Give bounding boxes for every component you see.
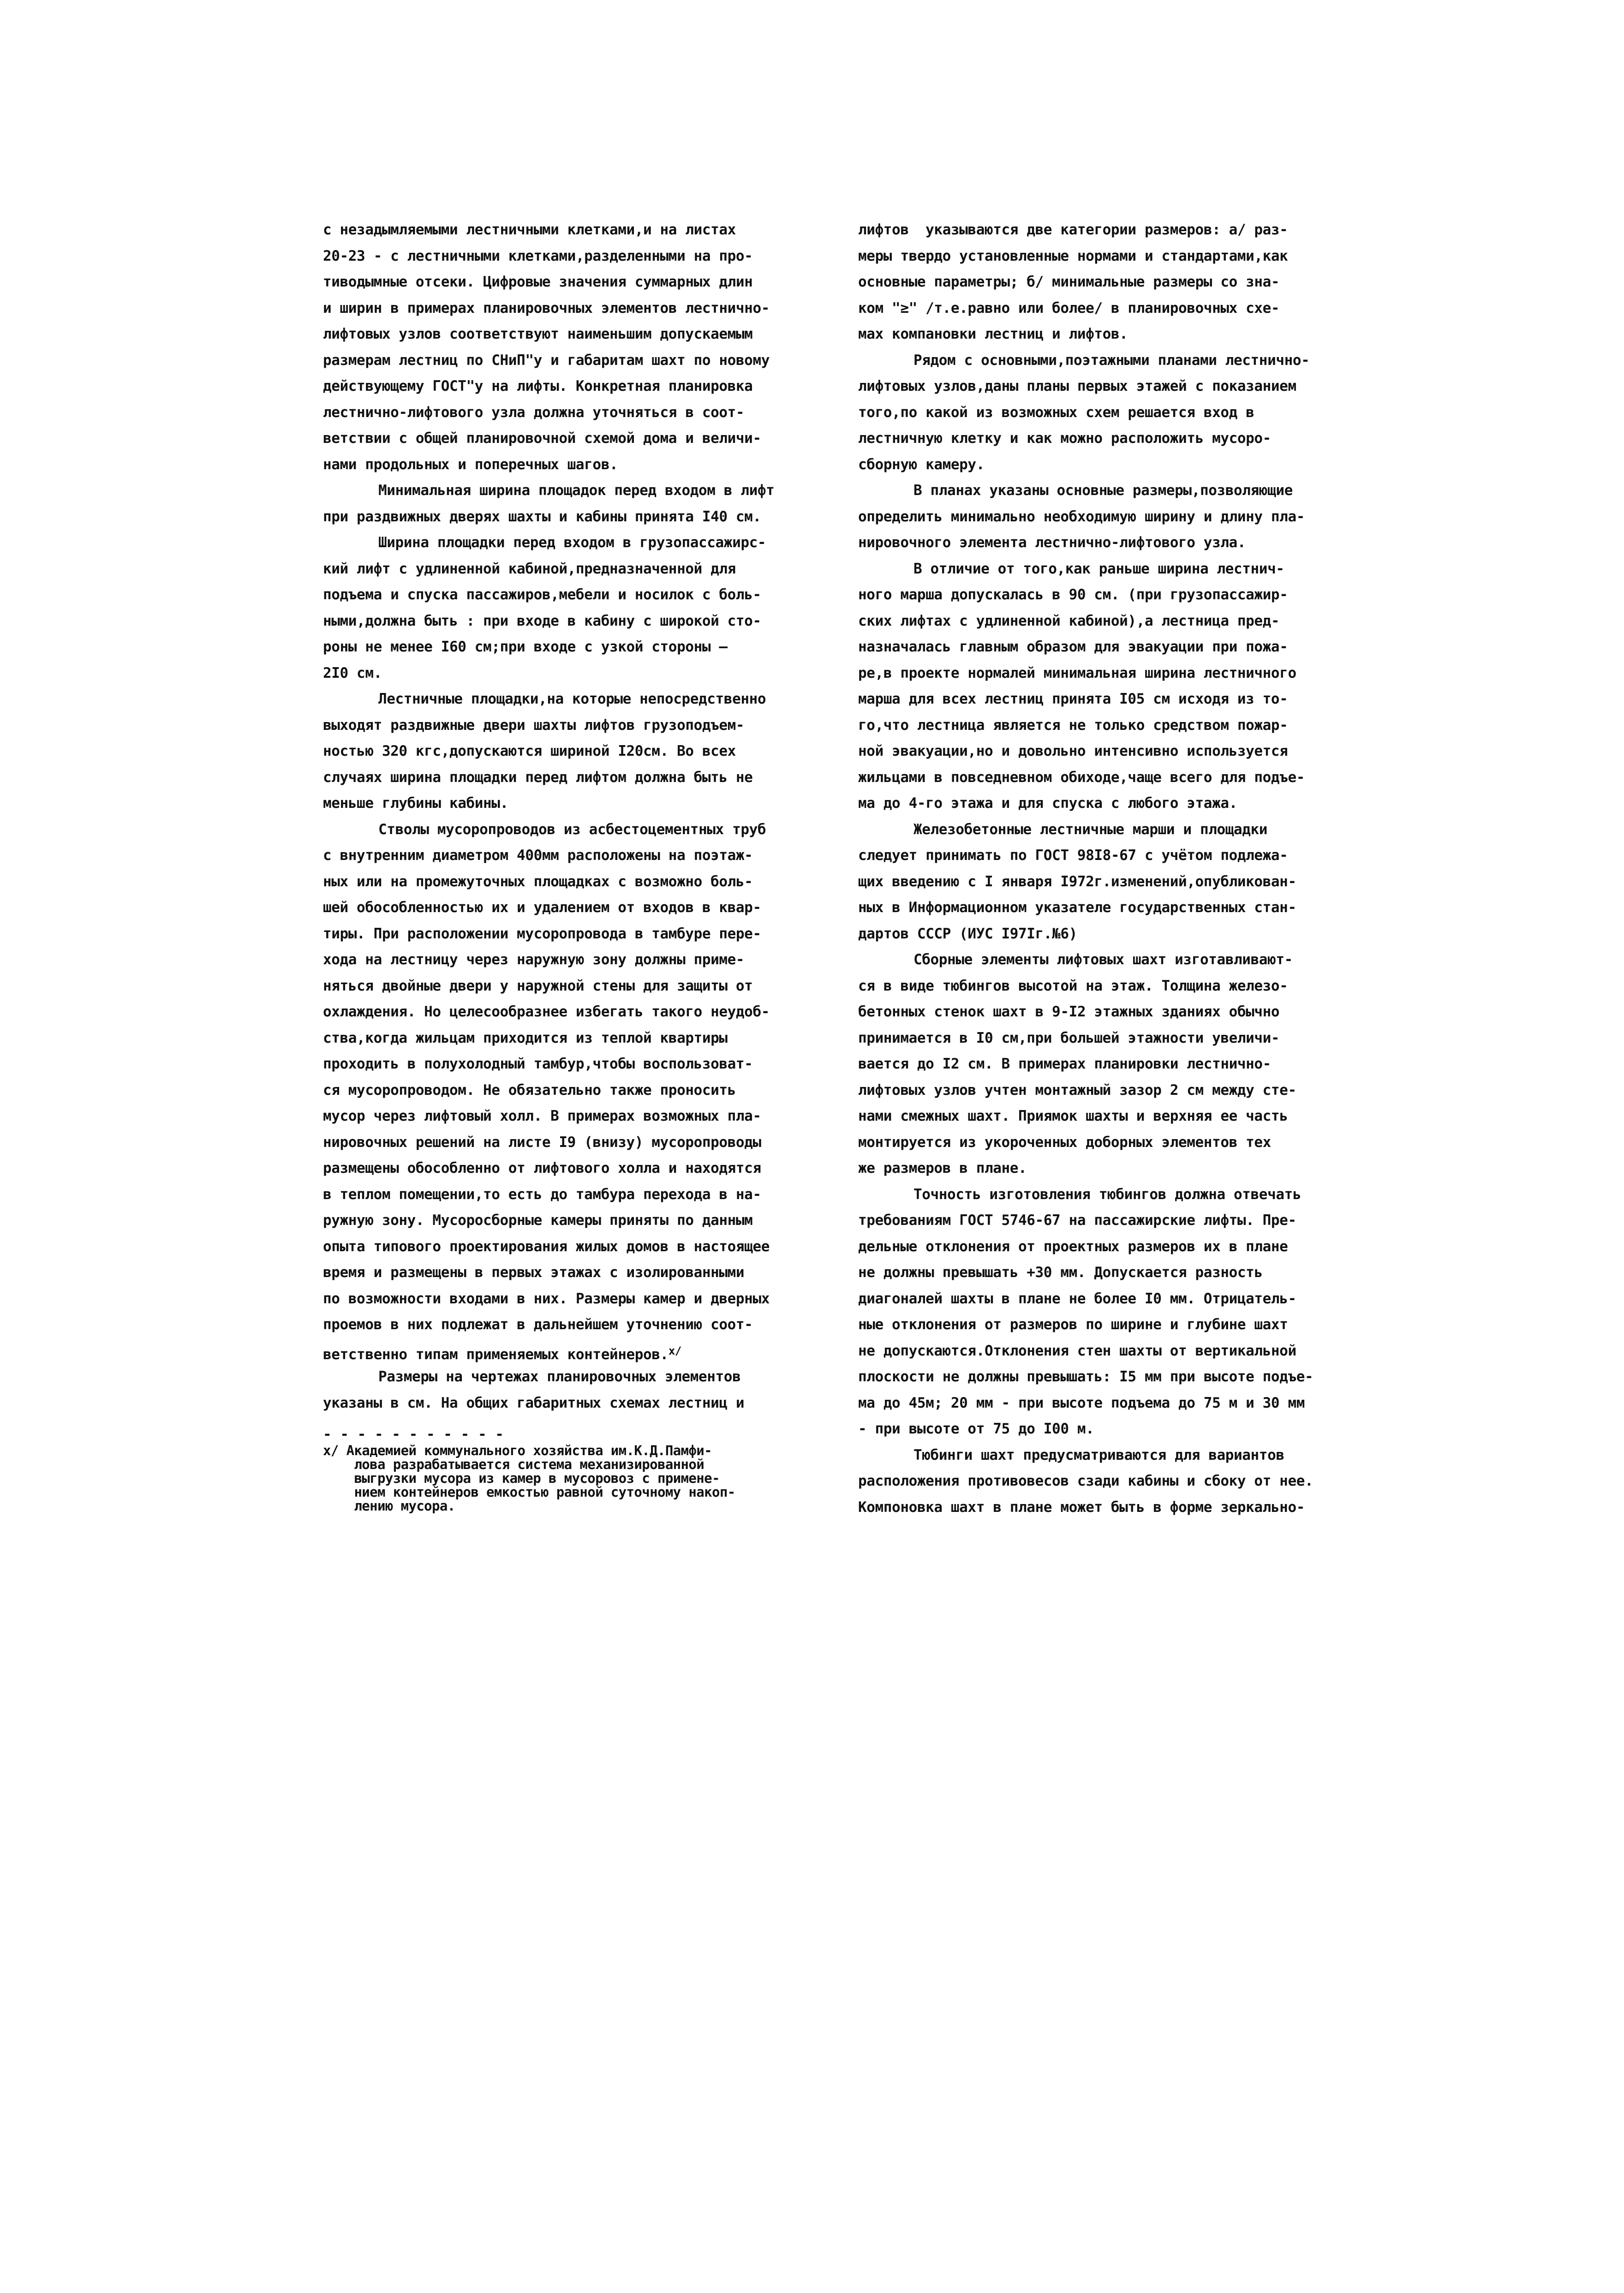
text-line: ма до 4-го этажа и для спуска с любого этажа. xyxy=(858,795,1237,812)
text-line: вается до I2 см. В примерах планировки лестнично- xyxy=(858,1056,1271,1072)
text-line: Точность изготовления тюбингов должна отвечать xyxy=(914,1186,1302,1203)
footnote-line: лова разрабатывается система механизированной xyxy=(323,1457,705,1472)
text-line: марша для всех лестниц принята I05 см исходя из то- xyxy=(858,691,1288,707)
text-line: проемов в них подлежат в дальнейшем уточнению соот- xyxy=(323,1316,753,1333)
text-line: жильцами в повседневном обиходе,чаще всего для подъе- xyxy=(858,769,1305,786)
footnote-line: выгрузки мусора из камер в мусоровоз с примене- xyxy=(323,1470,720,1486)
text-line: нировочных решений на листе I9 (внизу) мусоропроводы xyxy=(323,1134,761,1151)
text-line: лифтовых узлов учтен монтажный зазор 2 см между сте- xyxy=(858,1081,1296,1099)
text-line: ся в виде тюбингов высотой на этаж. Толщина железо- xyxy=(858,977,1288,994)
text-line: ные отклонения от размеров по ширине и глубине шахт xyxy=(858,1316,1288,1333)
text-line: бетонных стенок шахт в 9-I2 этажных зданиях обычно xyxy=(858,1003,1280,1020)
text-line: определить минимально необходимую ширину и длину пла- xyxy=(858,508,1305,525)
text-line: Компоновка шахт в плане может быть в форме зеркально- xyxy=(858,1499,1305,1516)
text-line: при раздвижных дверях шахты и кабины принята I40 см. xyxy=(323,508,761,525)
text-line: ре,в проекте нормалей минимальная ширина лестничного xyxy=(858,664,1296,681)
footnote-line: лению мусора. xyxy=(323,1498,455,1514)
text-line: лифтовых узлов соответствуют наименьшим допускаемым xyxy=(323,326,753,342)
paragraph xyxy=(323,478,784,530)
footnote-mark: x/ xyxy=(668,1344,681,1357)
text-line: ветствии с общей планировочной схемой дома и величи- xyxy=(323,430,761,447)
text-line: выходят раздвижные двери шахты лифтов грузоподъем- xyxy=(323,717,745,734)
text-line: дартов СССР (ИУС I97Iг.№6) xyxy=(858,925,1077,942)
text-line: няться двойные двери у наружной стены для защиты от xyxy=(323,977,753,994)
text-line: проходить в полухолодный тамбур,чтобы воспользоват- xyxy=(323,1056,753,1072)
text-line: размерам лестниц по СНиП"у и габаритам шахт по новому xyxy=(323,352,770,369)
text-line: Ширина площадки перед входом в грузопассажирс- xyxy=(378,534,766,551)
text-line: время и размещены в первых этажах с изолированными xyxy=(323,1264,745,1281)
text-line: указаны в см. На общих габаритных схемах лестниц и xyxy=(323,1394,745,1411)
text-line: не допускаются.Отклонения стен шахты от вертикальной xyxy=(858,1342,1296,1359)
text-line: монтируется из укороченных доборных элементов тех xyxy=(858,1134,1271,1151)
paragraph xyxy=(858,556,1324,817)
text-line: 2I0 см. xyxy=(323,664,382,681)
text-line: ма до 45м; 20 мм - при высоте подъема до 75 м и 30 мм xyxy=(858,1394,1305,1411)
text-line: лестничную клетку и как можно расположить мусоро- xyxy=(858,430,1271,447)
text-line: Тюбинги шахт предусматриваются для вариантов xyxy=(914,1446,1284,1463)
text-line: ружную зону. Мусоросборные камеры приняты по данным xyxy=(323,1212,753,1229)
text-line: лифтов указываются две категории размеров: а/ раз- xyxy=(858,221,1288,238)
text-line: охлаждения. Но целесообразнее избегать такого неудоб- xyxy=(323,1003,770,1020)
left-column xyxy=(323,217,784,1513)
text-line: щих введению с I января I972г.изменений,опубликован- xyxy=(858,873,1296,890)
text-line: В отличие от того,как раньше ширина лестнич- xyxy=(914,560,1284,577)
text-line: подъема и спуска пассажиров,мебели и носилок с боль- xyxy=(323,586,761,603)
text-line: Лестничные площадки,на которые непосредственно xyxy=(378,691,766,707)
text-line: действующему ГОСТ"у на лифты. Конкретная планировка xyxy=(323,378,753,394)
text-line: опыта типового проектирования жилых домов в настоящее xyxy=(323,1238,770,1255)
text-line: - при высоте от 75 до I00 м. xyxy=(858,1421,1094,1437)
text-line: нировочного элемента лестнично-лифтового узла. xyxy=(858,534,1246,551)
text-line: дельные отклонения от проектных размеров их в плане xyxy=(858,1238,1288,1255)
text-line: следует принимать по ГОСТ 98I8-67 с учётом подлежа- xyxy=(858,847,1288,864)
text-line: шей обособленностью их и удалением от входов в квар- xyxy=(323,899,761,916)
paragraph xyxy=(323,530,784,686)
text-line: ной эвакуации,но и довольно интенсивно используется xyxy=(858,743,1288,759)
paragraph xyxy=(858,478,1324,556)
text-line: с незадымляемыми лестничными клетками,и на листах xyxy=(323,221,736,238)
text-line: ных или на промежуточных площадках с возможно боль- xyxy=(323,873,753,890)
paragraph xyxy=(323,1364,784,1416)
paragraph xyxy=(858,817,1324,947)
text-line: с внутренним диаметром 400мм расположены на поэтаж- xyxy=(323,847,753,864)
paragraph xyxy=(858,947,1324,1182)
text-line: Сборные элементы лифтовых шахт изготавливают- xyxy=(914,951,1293,968)
text-line: ностью 320 кгс,допускаются шириной I20см. Во всех xyxy=(323,743,736,759)
text-line: мах компановки лестниц и лифтов. xyxy=(858,326,1128,342)
text-line: Железобетонные лестничные марши и площадки xyxy=(914,821,1268,838)
paragraph xyxy=(323,817,784,1364)
text-line: мусор через лифтовый холл. В примерах возможных пла- xyxy=(323,1108,761,1124)
text-line: назначалась главным образом для эвакуации при пожа- xyxy=(858,639,1288,655)
text-line: же размеров в плане. xyxy=(858,1160,1027,1176)
text-line: требованиям ГОСТ 5746-67 на пассажирские лифты. Пре- xyxy=(858,1212,1296,1229)
text-line: сборную камеру. xyxy=(858,456,985,473)
text-line: расположения противовесов сзади кабины и сбоку от нее. xyxy=(858,1473,1314,1489)
text-line: тиры. При расположении мусоропровода в тамбуре пере- xyxy=(323,925,761,942)
footnote-line: x/ Академией коммунального хозяйства им.К.Д.Памфи- xyxy=(323,1443,712,1458)
text-line xyxy=(323,1338,784,1364)
text-line: того,по какой из возможных схем решается вход в xyxy=(858,404,1254,421)
text-line: и ширин в примерах планировочных элементов лестнично- xyxy=(323,299,770,316)
text-line: Минимальная ширина площадок перед входом в лифт xyxy=(378,482,775,499)
text-line: нами продольных и поперечных шагов. xyxy=(323,456,618,473)
text-line: лестнично-лифтового узла должна уточняться в соот- xyxy=(323,404,745,421)
text-line: Размеры на чертежах планировочных элементов xyxy=(378,1368,741,1385)
paragraph xyxy=(858,1442,1324,1521)
text-line: ся мусоропроводом. Не обязательно также проносить xyxy=(323,1081,736,1099)
text-line: плоскости не должны превышать: I5 мм при высоте подъе- xyxy=(858,1368,1314,1385)
text-line: хода на лестницу через наружную зону должны приме- xyxy=(323,951,745,968)
text-line: Рядом с основными,поэтажными планами лестнично- xyxy=(914,352,1310,369)
text-line: меры твердо установленные нормами и стандартами,как xyxy=(858,247,1288,264)
text-line: тиводымные отсеки. Цифровые значения суммарных длин xyxy=(323,274,753,290)
text-line: меньше глубины кабины. xyxy=(323,795,508,812)
text-line: ных в Информационном указателе государственных стан- xyxy=(858,899,1296,916)
text-line: роны не менее I60 см;при входе с узкой стороны — xyxy=(323,639,728,655)
right-column xyxy=(858,217,1324,1520)
text-line: нами смежных шахт. Приямок шахты и верхняя ее часть xyxy=(858,1108,1288,1124)
text-line: размещены обособленно от лифтового холла и находятся xyxy=(323,1160,761,1176)
text-line: по возможности входами в них. Размеры камер и дверных xyxy=(323,1290,770,1307)
footnote-line: нием контейнеров емкостью равной суточному накоп- xyxy=(323,1484,735,1500)
text-line: случаях ширина площадки перед лифтом должна быть не xyxy=(323,769,753,786)
text-line: в теплом помещении,то есть до тамбура перехода в на- xyxy=(323,1186,761,1203)
text-line: Стволы мусоропроводов из асбестоцементных труб xyxy=(378,821,766,838)
text-line: го,что лестница является не только средством пожар- xyxy=(858,717,1288,734)
text-line: ного марша допускалась в 90 см. (при грузопассажир- xyxy=(858,586,1288,603)
text-line: кий лифт с удлиненной кабиной,предназначенной для xyxy=(323,560,736,577)
text-line: диагоналей шахты в плане не более I0 мм. Отрицатель- xyxy=(858,1290,1296,1307)
text-line: ства,когда жильцам приходится из теплой квартиры xyxy=(323,1029,728,1046)
text-line: основные параметры; б/ минимальные размеры со зна- xyxy=(858,274,1280,290)
paragraph xyxy=(858,217,1324,347)
paragraph xyxy=(858,347,1324,478)
paragraph xyxy=(323,217,784,478)
paragraph xyxy=(323,686,784,817)
text-line: лифтовых узлов,даны планы первых этажей с показанием xyxy=(858,378,1296,394)
footnote xyxy=(323,1444,784,1513)
text-line: В планах указаны основные размеры,позволяющие xyxy=(914,482,1293,499)
text-line: ком "≥" /т.е.равно или более/ в планировочных схе- xyxy=(858,299,1280,316)
text-line: принимается в I0 см,при большей этажности увеличи- xyxy=(858,1029,1280,1046)
text-span: ветственно типам применяемых контейнеров. xyxy=(323,1346,669,1363)
footnote-separator: - - - - - - - - - - - xyxy=(323,1426,504,1443)
text-line: ными,должна быть : при входе в кабину с широкой сто- xyxy=(323,612,761,629)
text-line: 20-23 - с лестничными клетками,разделенными на про- xyxy=(323,247,753,264)
text-line: ских лифтах с удлиненной кабиной),а лестница пред- xyxy=(858,612,1280,629)
paragraph xyxy=(858,1182,1324,1442)
text-line: не должны превышать +30 мм. Допускается разность xyxy=(858,1264,1263,1281)
